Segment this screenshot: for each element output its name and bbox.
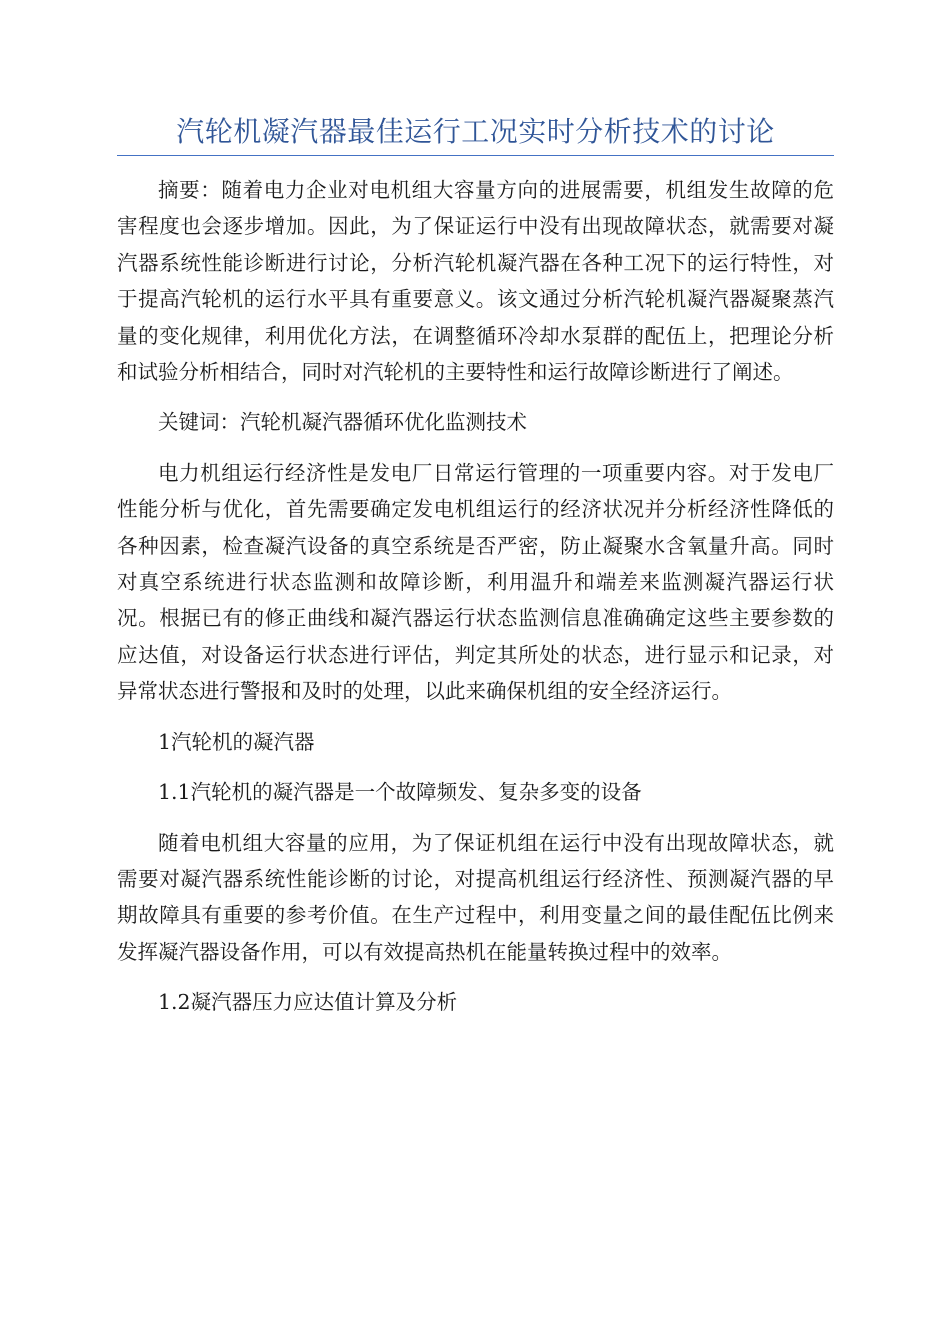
section-1-heading: 1汽轮机的凝汽器 [158, 729, 315, 754]
document-body [117, 172, 834, 1035]
keywords-line: 关键词：汽轮机凝汽器循环优化监测技术 [158, 410, 527, 435]
section-1-1-paragraph: 随着电机组大容量的应用，为了保证机组在运行中没有出现故障状态，就需要对凝汽器系统性能诊断的讨论，对提高机组运行经济性、预测凝汽器的早期故障具有重要的参考价值。在生产过程中，利用变量之间的最佳配伍比例来发挥凝汽器设备作用，可以有效提高热机在能量转换过程中的效率。 [117, 830, 834, 964]
section-1-1-heading: 1.1汽轮机的凝汽器是一个故障频发、复杂多变的设备 [158, 780, 642, 805]
title-underline [117, 155, 834, 156]
page-title: 汽轮机凝汽器最佳运行工况实时分析技术的讨论 [176, 115, 775, 148]
section-1-2-heading: 1.2凝汽器压力应达值计算及分析 [158, 990, 458, 1015]
intro-paragraph: 电力机组运行经济性是发电厂日常运行管理的一项重要内容。对于发电厂性能分析与优化，首先需要确定发电机组运行的经济状况并分析经济性降低的各种因素，检查凝汽设备的真空系统是否严密，防止凝聚水含氧量升高。同时对真空系统进行状态监测和故障诊断，利用温升和端差来监测凝汽器运行状况。根据已有的修正曲线和凝汽器运行状态监测信息准确确定这些主要参数的应达值，对设备运行状态进行评估，判定其所处的状态，进行显示和记录，对异常状态进行警报和及时的处理，以此来确保机组的安全经济运行。 [117, 460, 834, 704]
abstract-paragraph: 摘要：随着电力企业对电机组大容量方向的进展需要，机组发生故障的危害程度也会逐步增加。因此，为了保证运行中没有出现故障状态，就需要对凝汽器系统性能诊断进行讨论，分析汽轮机凝汽器在各种工况下的运行特性，对于提高汽轮机的运行水平具有重要意义。该文通过分析汽轮机凝汽器凝聚蒸汽量的变化规律，利用优化方法，在调整循环冷却水泵群的配伍上，把理论分析和试验分析相结合，同时对汽轮机的主要特性和运行故障诊断进行了阐述。 [117, 178, 834, 385]
